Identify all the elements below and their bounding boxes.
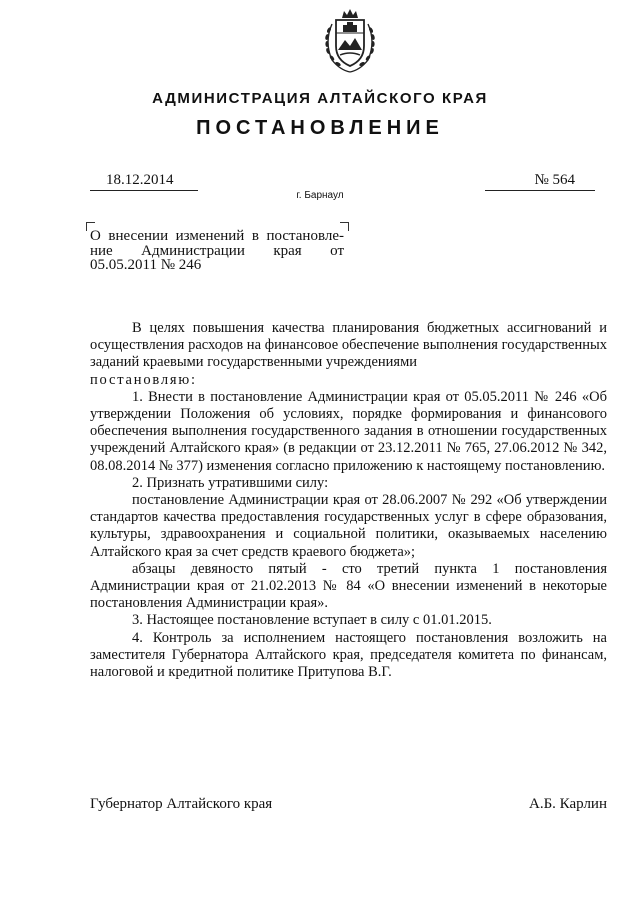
- coat-of-arms-icon: [318, 6, 382, 76]
- document-city: г. Барнаул: [296, 190, 344, 201]
- item-1-paragraph: 1. Внести в постановление Администрации края от 05.05.2011 № 246 «Об утверждении Положения об условиях, порядке формирования и финансового обеспечения выполнения государственного задания в отношении государственных учреждений Алтайского края» (в редакции от 23.12.2011 № 765, 27.06.2012 № 342, 08.08.2014 № 377) изменения согласно приложению к настоящему постановлению.: [90, 388, 607, 474]
- decree-word: постановляю:: [90, 371, 197, 388]
- signatory-name: А.Б. Карлин: [528, 796, 607, 812]
- document-subject: [90, 229, 344, 273]
- document-type: ПОСТАНОВЛЕНИЕ: [196, 117, 444, 139]
- item-2b-paragraph: абзацы девяносто пятый - сто третий пункта 1 постановления Администрации края от 21.02.2013 № 84 «О внесении изменений в некоторые постановления Администрации края».: [90, 560, 607, 612]
- subject-line: 05.05.2011 № 246: [90, 257, 202, 274]
- preamble-paragraph: В целях повышения качества планирования бюджетных ассигнований и осуществления расходов на финансовое обеспечение выполнения государственных заданий краевыми государственными учреждениями: [90, 320, 607, 371]
- document-number: № 564: [485, 172, 595, 191]
- item-2-paragraph: 2. Признать утратившими силу:: [132, 474, 329, 491]
- item-2a-paragraph: постановление Администрации края от 28.06.2007 № 292 «Об утверждении стандартов качества предоставления государственных услуг в сфере образования, культуры, здравоохранения и социальной политики, оказываемых населению Алтайского края за счет средств краевого бюджета»;: [90, 492, 607, 560]
- item-4-paragraph: 4. Контроль за исполнением настоящего постановления возложить на заместителя Губернатора Алтайского края, председателя комитета по финансам, налоговой и кредитной политике Притупова В.Г.: [90, 629, 607, 681]
- subject-line: О внесении изменений в постановле-: [90, 228, 344, 244]
- signatory-role: Губернатор Алтайского края: [90, 796, 273, 812]
- item-3-paragraph: 3. Настоящее постановление вступает в силу с 01.01.2015.: [132, 612, 492, 629]
- subject-line: ние Администрации края от: [90, 242, 344, 259]
- organization-name: АДМИНИСТРАЦИЯ АЛТАЙСКОГО КРАЯ: [152, 90, 488, 107]
- document-body: [90, 320, 607, 681]
- document-date: 18.12.2014: [90, 172, 198, 191]
- decree-paragraph: [90, 372, 607, 389]
